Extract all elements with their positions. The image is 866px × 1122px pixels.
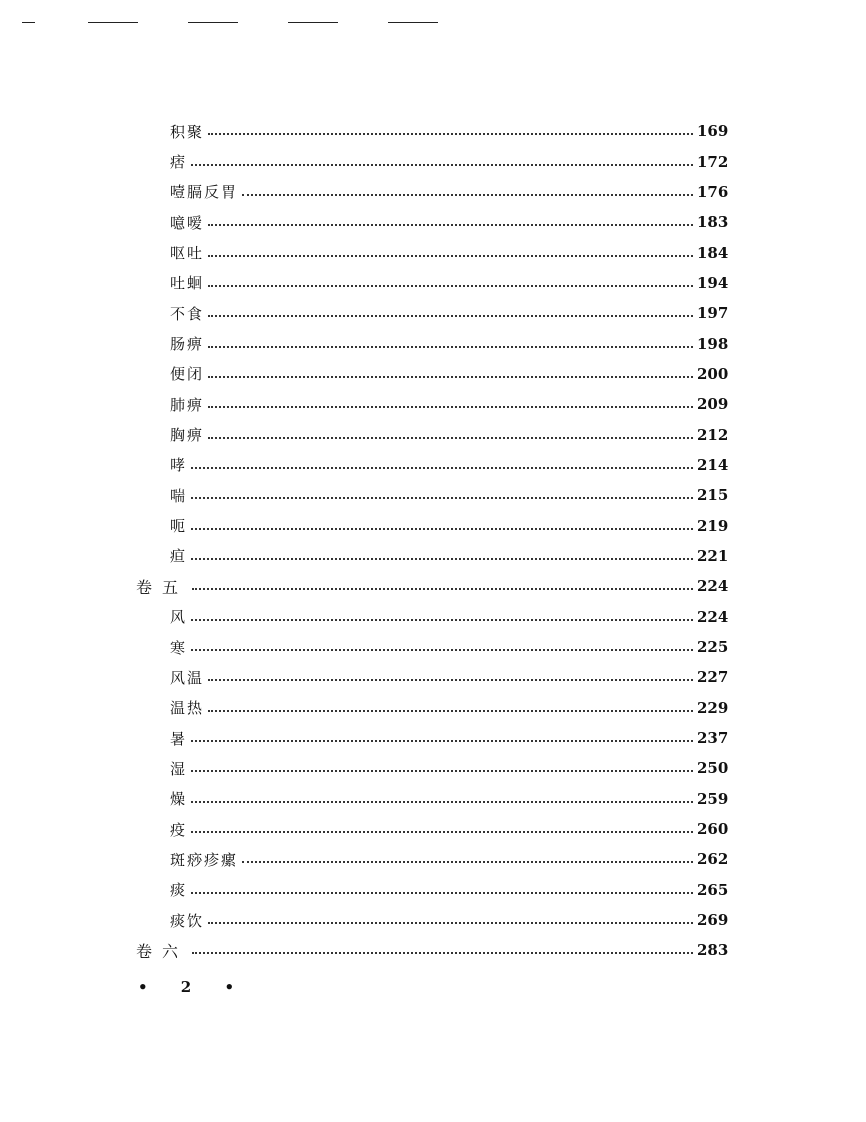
toc-entry-page: 224 <box>697 607 729 626</box>
toc-entry-page: 269 <box>697 911 729 930</box>
toc-entry-title: 寒 <box>170 638 188 657</box>
toc-entry <box>0 237 866 267</box>
dot-leader <box>191 831 693 833</box>
toc-entry <box>0 875 866 905</box>
toc-entry-page: 265 <box>697 880 729 899</box>
toc-entry <box>0 571 866 601</box>
dot-leader <box>191 740 693 742</box>
toc-entry <box>0 935 866 965</box>
toc-entry-page: 169 <box>697 122 729 141</box>
toc-entry-page: 229 <box>697 698 729 717</box>
toc-entry-page: 197 <box>697 304 729 323</box>
toc-entry-page: 237 <box>697 729 729 748</box>
toc-entry-title: 斑痧疹瘰 <box>170 850 239 869</box>
dot-leader <box>191 467 693 469</box>
toc-entry <box>0 905 866 935</box>
dot-leader <box>208 376 693 378</box>
toc-entry-title: 暑 <box>170 729 188 748</box>
toc-entry <box>0 753 866 783</box>
toc-entry-page: 260 <box>697 820 729 839</box>
header-rule <box>88 22 138 23</box>
toc-entry-title: 肠痹 <box>170 335 205 354</box>
toc-entry-title: 疫 <box>170 820 188 839</box>
dot-leader <box>208 437 693 439</box>
toc-entry <box>0 602 866 632</box>
toc-entry-title: 胸痹 <box>170 426 205 445</box>
toc-entry-page: 250 <box>697 759 729 778</box>
dot-leader <box>208 255 693 257</box>
toc-entry-title: 燥 <box>170 790 188 809</box>
toc-entry-title: 呃 <box>170 517 188 536</box>
toc-entry-title: 吐蛔 <box>170 274 205 293</box>
header-rule <box>22 22 35 23</box>
toc-entry-title: 哮 <box>170 456 188 475</box>
dot-leader <box>191 801 693 803</box>
toc-entry-title: 喘 <box>170 486 188 505</box>
toc-entry-title: 积聚 <box>170 122 205 141</box>
toc-entry <box>0 693 866 723</box>
toc-entry-title: 噫嗳 <box>170 213 205 232</box>
toc-entry-page: 209 <box>697 395 729 414</box>
toc-entry <box>0 328 866 358</box>
toc-entry-page: 214 <box>697 455 729 474</box>
toc-entry-title: 温热 <box>170 699 205 718</box>
dot-leader <box>208 710 693 712</box>
toc-entry-page: 172 <box>697 152 729 171</box>
toc-entry-page: 200 <box>697 364 729 383</box>
dot-leader <box>191 528 693 530</box>
dot-leader <box>192 588 693 590</box>
toc-entry <box>0 359 866 389</box>
toc-entry-title: 噎膈反胃 <box>170 183 239 202</box>
toc-entry <box>0 510 866 540</box>
page-number: • 2 • <box>138 978 249 996</box>
header-rule <box>188 22 238 23</box>
dot-leader <box>208 406 693 408</box>
dot-leader <box>191 892 693 894</box>
toc-entry-title: 卷六 <box>136 939 190 962</box>
toc-entry-title: 呕吐 <box>170 244 205 263</box>
dot-leader <box>191 619 693 621</box>
toc-entry-title: 痰 <box>170 881 188 900</box>
dot-leader <box>208 133 693 135</box>
toc-entry-page: 198 <box>697 334 729 353</box>
dot-leader <box>191 558 693 560</box>
toc-entry <box>0 541 866 571</box>
toc-entry-title: 不食 <box>170 304 205 323</box>
toc-entry <box>0 419 866 449</box>
toc-entry-page: 176 <box>697 182 729 201</box>
dot-leader <box>208 679 693 681</box>
toc-entry <box>0 146 866 176</box>
toc-entry-page: 259 <box>697 789 729 808</box>
toc-entry <box>0 662 866 692</box>
toc-entry-page: 221 <box>697 546 729 565</box>
dot-leader <box>208 922 693 924</box>
dot-leader <box>191 649 693 651</box>
toc-entry-title: 痞 <box>170 153 188 172</box>
dot-leader <box>191 164 693 166</box>
toc-entry <box>0 480 866 510</box>
header-rule <box>288 22 338 23</box>
toc-entry-page: 225 <box>697 638 729 657</box>
dot-leader <box>208 224 693 226</box>
dot-leader <box>191 770 693 772</box>
toc-entry-page: 262 <box>697 850 729 869</box>
toc-entry-page: 224 <box>697 577 729 596</box>
toc-entry-page: 194 <box>697 273 729 292</box>
toc-entry-page: 212 <box>697 425 729 444</box>
toc-entry-title: 风温 <box>170 668 205 687</box>
dot-leader <box>192 952 693 954</box>
toc-entry <box>0 632 866 662</box>
toc-entry <box>0 177 866 207</box>
toc-entry-page: 283 <box>697 941 729 960</box>
toc-entry <box>0 116 866 146</box>
toc-entry <box>0 389 866 419</box>
toc-entry-page: 227 <box>697 668 729 687</box>
toc-entry-title: 卷五 <box>136 575 190 598</box>
toc-entry <box>0 844 866 874</box>
toc-entry-title: 肺痹 <box>170 395 205 414</box>
table-of-contents <box>0 116 866 966</box>
dot-leader <box>242 194 693 196</box>
toc-entry <box>0 450 866 480</box>
header-rule <box>388 22 438 23</box>
toc-entry-page: 215 <box>697 486 729 505</box>
toc-entry <box>0 268 866 298</box>
toc-entry <box>0 207 866 237</box>
toc-entry-page: 184 <box>697 243 729 262</box>
toc-entry <box>0 814 866 844</box>
toc-entry-title: 风 <box>170 608 188 627</box>
toc-entry-title: 痰饮 <box>170 911 205 930</box>
toc-entry-title: 便闭 <box>170 365 205 384</box>
dot-leader <box>208 285 693 287</box>
dot-leader <box>242 861 693 863</box>
toc-entry <box>0 298 866 328</box>
toc-entry <box>0 723 866 753</box>
toc-entry-page: 219 <box>697 516 729 535</box>
toc-entry <box>0 784 866 814</box>
dot-leader <box>208 315 693 317</box>
toc-entry-title: 疸 <box>170 547 188 566</box>
dot-leader <box>191 497 693 499</box>
toc-entry-page: 183 <box>697 213 729 232</box>
toc-entry-title: 湿 <box>170 759 188 778</box>
dot-leader <box>208 346 693 348</box>
